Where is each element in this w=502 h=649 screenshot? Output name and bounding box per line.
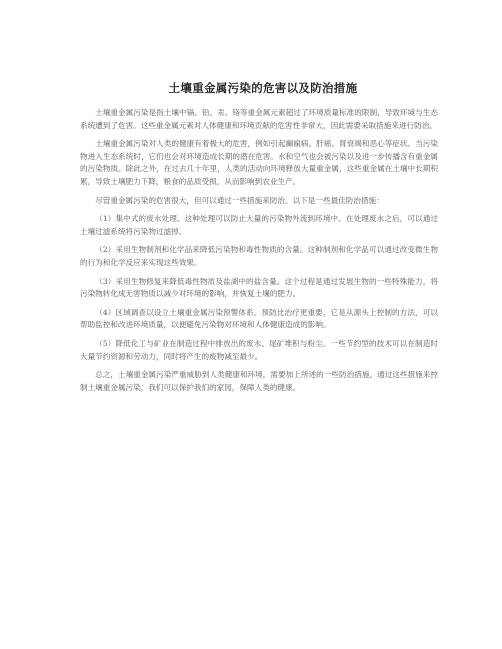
paragraph-measure-1: （1）集中式的废水处理。这种处理可以防止大量的污染物外流到环境中。在处理废水之后，可以通过土壤过滤系统将污染物过滤掉。 xyxy=(80,214,438,236)
paragraph-intro: 土壤重金属污染是指土壤中镉、铅、汞、铬等重金属元素超过了环境质量标准的限制，导致环境与生态系统遭到了危害。这些重金属元素对人体健康和环境贡献的危害性非常大，因此需要采取措施来进行防治。 xyxy=(80,108,438,130)
paragraph-measures-intro: 尽管重金属污染的危害很大，但可以通过一些措施来防治。以下是一些最佳防治措施： xyxy=(95,195,384,205)
paragraph-conclusion: 总之，土壤重金属污染严重威胁到人类健康和环境，需要加上所述的一些防治措施。通过这些措施来控制土壤重金属污染，我们可以保护我们的家园，保障人类的健康。 xyxy=(80,370,438,392)
paragraph-measure-3: （3）采用生物修复来降低毒性物质及盐湖中的盐含量。这个过程是通过发展生物的一些特殊能力，将污染物转化成无害物质以减少对环境的影响，并恢复土壤的肥力。 xyxy=(80,276,438,299)
paragraph-measure-4: （4）区域调查以设立土壤重金属污染预警体系。预防比治疗更重要，它是从源头上控制的方法，可以帮助监控和改进环境质量，以便避免污染物对环境和人体健康造成的影响。 xyxy=(80,307,438,330)
paragraph-measure-5: （5）降低化工与矿业在制造过程中排放出的废水、尾矿堆积与粉尘。一些节约型的技术可以在制造时大量节约资源和劳动力，同时将产生的废物减至最少。 xyxy=(80,338,438,361)
paragraph-measure-2: （2）采用生物制剂和化学品来降低污染物和毒性物质的含量。这种制剂和化学品可以通过改变微生物的行为和化学反应来实现这些效果。 xyxy=(80,245,438,267)
document-title: 土壤重金属污染的危害以及防治措施 xyxy=(168,81,358,95)
paragraph-harm: 土壤重金属污染对人类的健康有着极大的危害，例如引起癫痫病、肝癌、肾衰竭和恶心等症状。当污染物进入生态系统时，它们也会对环境造成长期的潜在危害。水和空气也会被污染以及进一步传播含有重金属的污染物质。除此之外，在过去几十年里，人类的活动向环境释放大量重金属，这些重金属在土壤中长期积累，导致土壤肥力下降，粮食的品质受损，从而影响到农业生产。 xyxy=(80,139,438,186)
